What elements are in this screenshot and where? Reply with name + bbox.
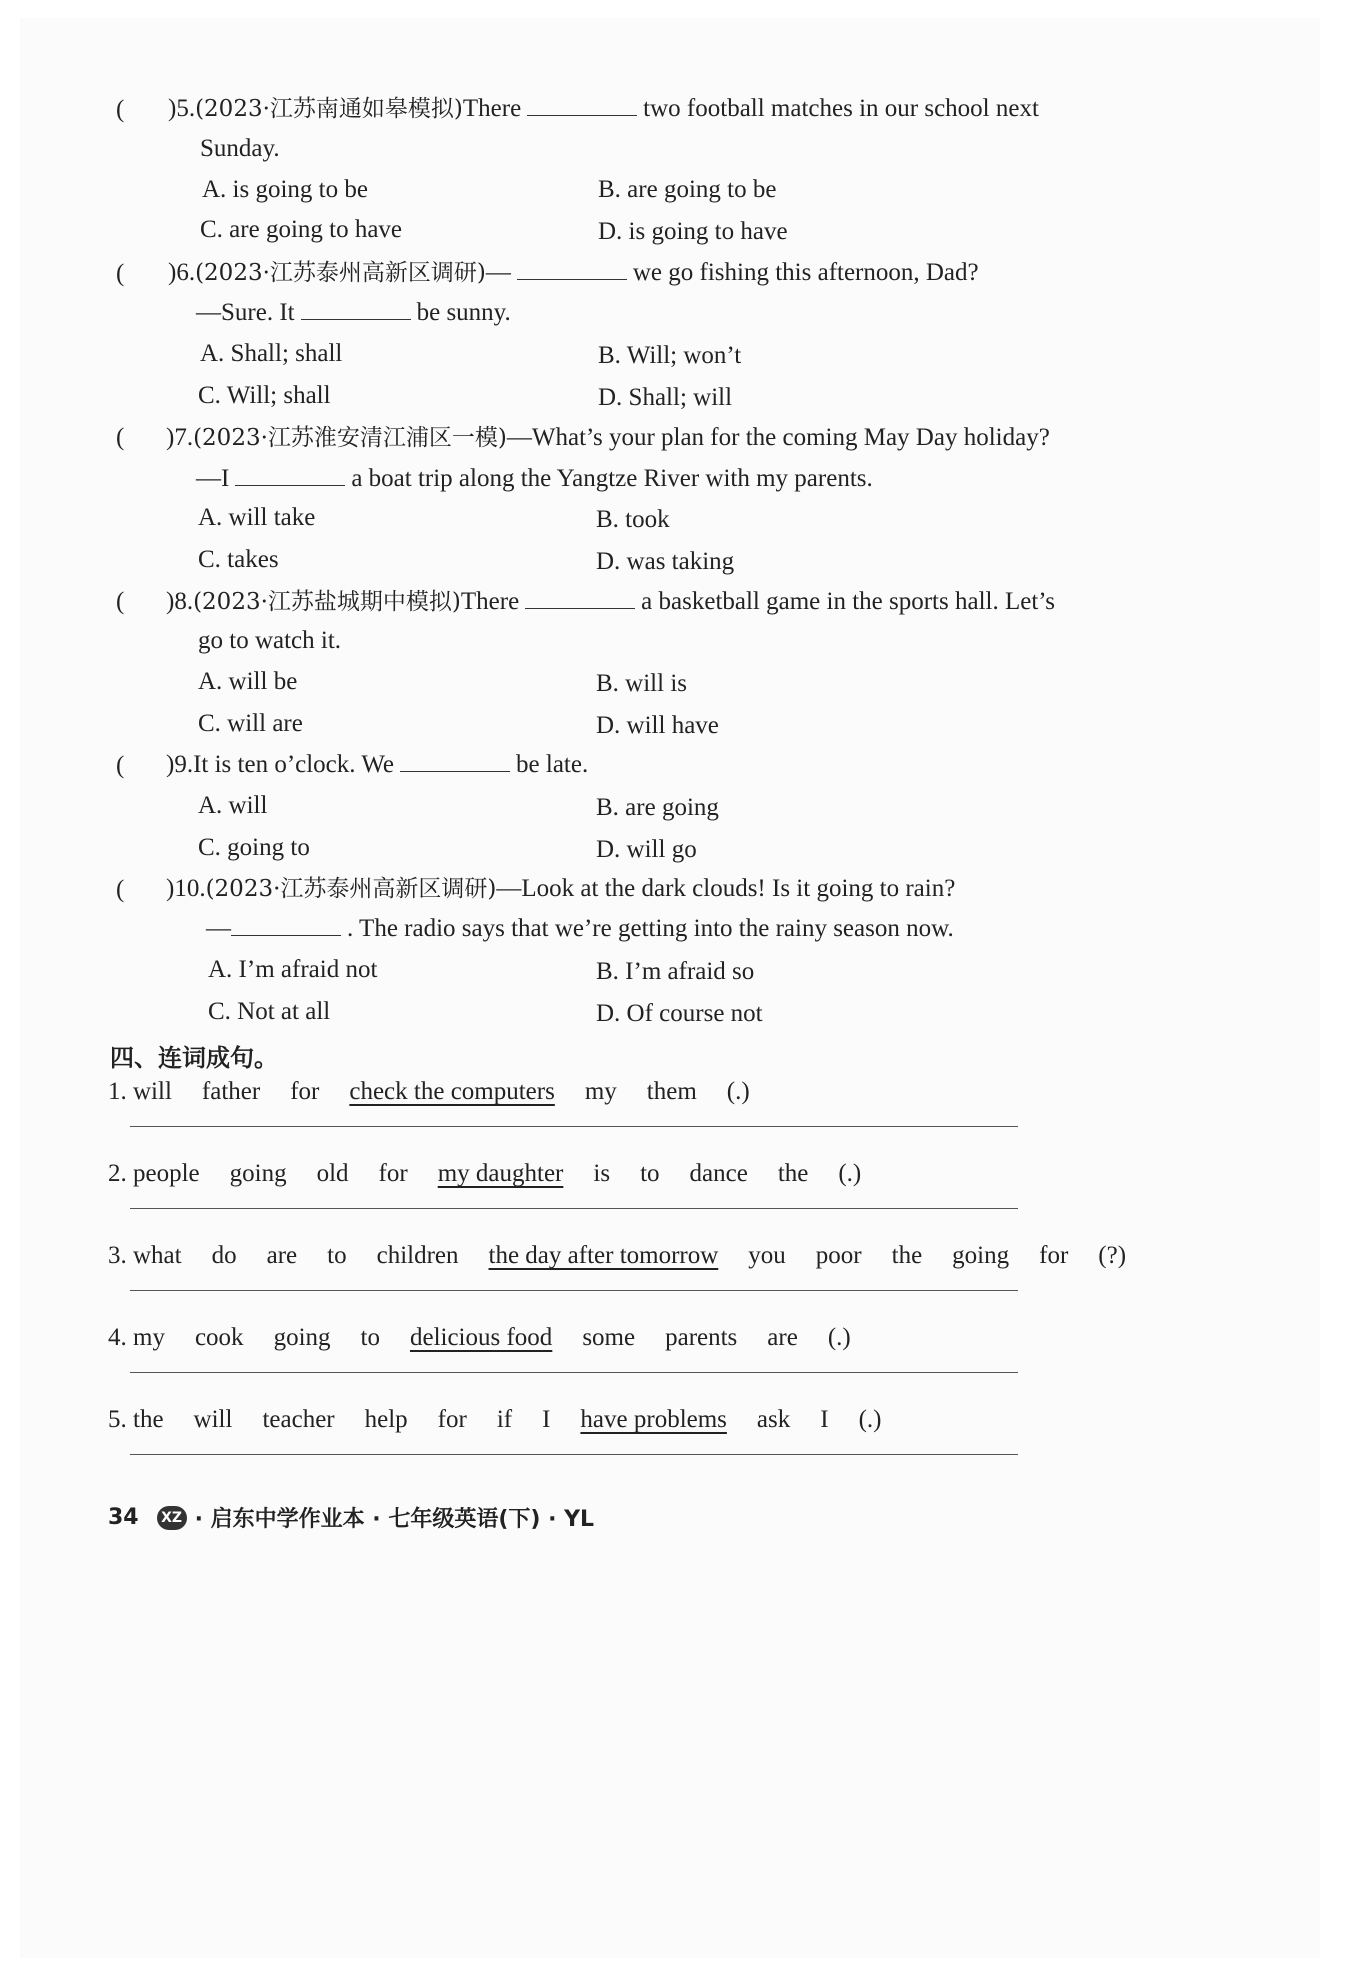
word: children	[376, 1242, 459, 1269]
word: my	[584, 1078, 617, 1105]
word: the	[891, 1242, 923, 1269]
stem-text: . The radio says that we’re getting into the rainy season now.	[347, 915, 954, 942]
reorder-item-3	[108, 1242, 1156, 1270]
question-source: (2023·江苏泰州高新区调研)	[205, 876, 497, 902]
stem-text: we go fishing this afternoon, Dad?	[632, 259, 979, 286]
option-c[interactable]: C. are going to have	[200, 216, 403, 243]
word: for	[1039, 1242, 1069, 1269]
answer-line[interactable]	[130, 1126, 1018, 1127]
word: to	[360, 1324, 380, 1351]
word: for	[290, 1078, 320, 1105]
word: help	[364, 1406, 408, 1433]
word: are	[266, 1242, 298, 1269]
stem-text: —I	[196, 465, 230, 492]
stem-continuation	[196, 462, 873, 496]
stem-text: There	[460, 588, 520, 615]
reorder-item-2	[108, 1160, 891, 1188]
word: some	[582, 1324, 636, 1351]
stem-text: be late.	[516, 751, 589, 778]
phrase: have problems	[580, 1406, 727, 1433]
fill-blank[interactable]	[231, 913, 341, 936]
question-number: )7.	[166, 424, 194, 451]
stem-continuation	[196, 296, 511, 330]
question-number: )5.	[168, 95, 196, 122]
word: are	[767, 1324, 798, 1351]
word: for	[437, 1406, 467, 1433]
question-stem	[166, 585, 1055, 619]
option-b[interactable]: B. took	[596, 506, 670, 533]
reorder-item-5	[108, 1406, 911, 1434]
page-footer	[108, 1502, 594, 1533]
question-source: (2023·江苏盐城期中模拟)	[193, 589, 461, 615]
option-a[interactable]: A. will take	[198, 504, 316, 531]
option-a[interactable]: A. will	[198, 792, 268, 819]
stem-text: There	[462, 95, 522, 122]
word: I	[542, 1406, 551, 1433]
option-d[interactable]: D. Shall; will	[598, 384, 733, 411]
stem-text: —Look at the dark clouds! Is it going to rain?	[496, 875, 956, 902]
question-number: )9.	[166, 751, 194, 778]
option-a[interactable]: A. Shall; shall	[200, 340, 343, 367]
option-d[interactable]: D. was taking	[596, 548, 735, 575]
word: 5. the	[108, 1406, 164, 1433]
option-d[interactable]: D. will go	[596, 836, 697, 863]
stem-text: be sunny.	[416, 299, 511, 326]
stem-text: a boat trip along the Yangtze River with my parents.	[351, 465, 873, 492]
word: to	[640, 1160, 660, 1187]
answer-paren[interactable]: (	[116, 876, 125, 903]
option-b[interactable]: B. Will; won’t	[598, 342, 742, 369]
stem-continuation	[206, 912, 954, 946]
section-title: 四、连词成句。	[110, 1044, 278, 1072]
stem-text: —What’s your plan for the coming May Day holiday?	[506, 424, 1050, 451]
stem-text: two football matches in our school next	[643, 95, 1039, 122]
option-c[interactable]: C. takes	[198, 546, 279, 573]
stem-continuation: Sunday.	[200, 135, 280, 162]
word: old	[316, 1160, 349, 1187]
word: do	[211, 1242, 237, 1269]
word: you	[748, 1242, 786, 1269]
word: is	[593, 1160, 611, 1187]
option-a[interactable]: A. I’m afraid not	[208, 956, 378, 983]
word: will	[193, 1406, 233, 1433]
fill-blank[interactable]	[527, 93, 637, 116]
fill-blank[interactable]	[525, 586, 635, 609]
option-c[interactable]: C. going to	[198, 834, 310, 861]
word: cook	[194, 1324, 244, 1351]
question-number: )10.	[166, 875, 206, 902]
word: ask	[756, 1406, 791, 1433]
option-c[interactable]: C. Will; shall	[198, 382, 331, 409]
stem-text: It is ten o’clock. We	[193, 751, 395, 778]
word: teacher	[262, 1406, 335, 1433]
word: 2. people	[108, 1160, 200, 1187]
option-d[interactable]: D. Of course not	[596, 1000, 763, 1027]
question-stem	[168, 92, 1039, 126]
worksheet-page	[20, 18, 1320, 1958]
answer-line[interactable]	[130, 1290, 1018, 1291]
word: them	[646, 1078, 697, 1105]
word: for	[378, 1160, 408, 1187]
phrase: check the computers	[349, 1078, 555, 1105]
option-c[interactable]: C. will are	[198, 710, 303, 737]
option-d[interactable]: D. will have	[596, 712, 719, 739]
option-b[interactable]: B. I’m afraid so	[596, 958, 755, 985]
word: I	[820, 1406, 829, 1433]
word: the	[777, 1160, 809, 1187]
fill-blank[interactable]	[517, 257, 627, 280]
punctuation: (?)	[1098, 1242, 1127, 1269]
punctuation: (.)	[726, 1078, 750, 1105]
stem-text: —	[206, 915, 231, 942]
word: 3. what	[108, 1242, 182, 1269]
question-number: )6.	[168, 259, 196, 286]
stem-text: —Sure. It	[196, 299, 295, 326]
option-c[interactable]: C. Not at all	[208, 998, 331, 1025]
word: parents	[665, 1324, 738, 1351]
word: dance	[689, 1160, 748, 1187]
question-source: (2023·江苏泰州高新区调研)	[195, 260, 486, 286]
phrase: my daughter	[437, 1160, 564, 1187]
fill-blank[interactable]	[301, 297, 411, 320]
stem-continuation: go to watch it.	[198, 627, 342, 654]
answer-paren[interactable]: (	[116, 424, 125, 451]
word: going	[229, 1160, 287, 1187]
option-d[interactable]: D. is going to have	[598, 218, 788, 245]
fill-blank[interactable]	[400, 749, 510, 772]
question-source: (2023·江苏南通如皋模拟)	[195, 96, 463, 122]
word: going	[952, 1242, 1010, 1269]
publisher-badge-icon: XZ	[157, 1506, 187, 1530]
fill-blank[interactable]	[235, 463, 345, 486]
question-stem	[168, 256, 979, 290]
word: poor	[815, 1242, 862, 1269]
question-stem	[166, 421, 1050, 455]
stem-text: —	[485, 259, 511, 286]
word: if	[496, 1406, 513, 1433]
stem-text: a basketball game in the sports hall. Let’s	[641, 588, 1055, 615]
punctuation: (.)	[838, 1160, 862, 1187]
word: 4. my	[108, 1324, 165, 1351]
punctuation: (.)	[858, 1406, 882, 1433]
reorder-item-1	[108, 1078, 780, 1106]
phrase: delicious food	[409, 1324, 553, 1351]
option-b[interactable]: B. are going	[596, 794, 719, 821]
footer-text: · 启东中学作业本 · 七年级英语(下) · YL	[194, 1507, 595, 1532]
option-a[interactable]: A. will be	[198, 668, 298, 695]
answer-line[interactable]	[130, 1454, 1018, 1455]
answer-paren[interactable]: (	[116, 752, 125, 779]
option-a[interactable]: A. is going to be	[202, 176, 368, 203]
word: going	[273, 1324, 331, 1351]
page-number: 34	[108, 1505, 139, 1530]
answer-paren[interactable]: (	[116, 260, 125, 287]
answer-paren[interactable]: (	[116, 96, 125, 123]
option-b[interactable]: B. will is	[596, 670, 687, 697]
question-number: )8.	[166, 588, 194, 615]
question-stem	[166, 748, 588, 782]
word: to	[327, 1242, 347, 1269]
question-source: (2023·江苏淮安清江浦区一模)	[193, 425, 507, 451]
option-b[interactable]: B. are going to be	[598, 176, 777, 203]
question-stem	[166, 872, 955, 906]
word: father	[201, 1078, 261, 1105]
answer-line[interactable]	[130, 1208, 1018, 1209]
punctuation: (.)	[827, 1324, 851, 1351]
answer-line[interactable]	[130, 1372, 1018, 1373]
answer-paren[interactable]: (	[116, 588, 125, 615]
word: 1. will	[108, 1078, 172, 1105]
phrase: the day after tomorrow	[488, 1242, 719, 1269]
reorder-item-4	[108, 1324, 881, 1352]
